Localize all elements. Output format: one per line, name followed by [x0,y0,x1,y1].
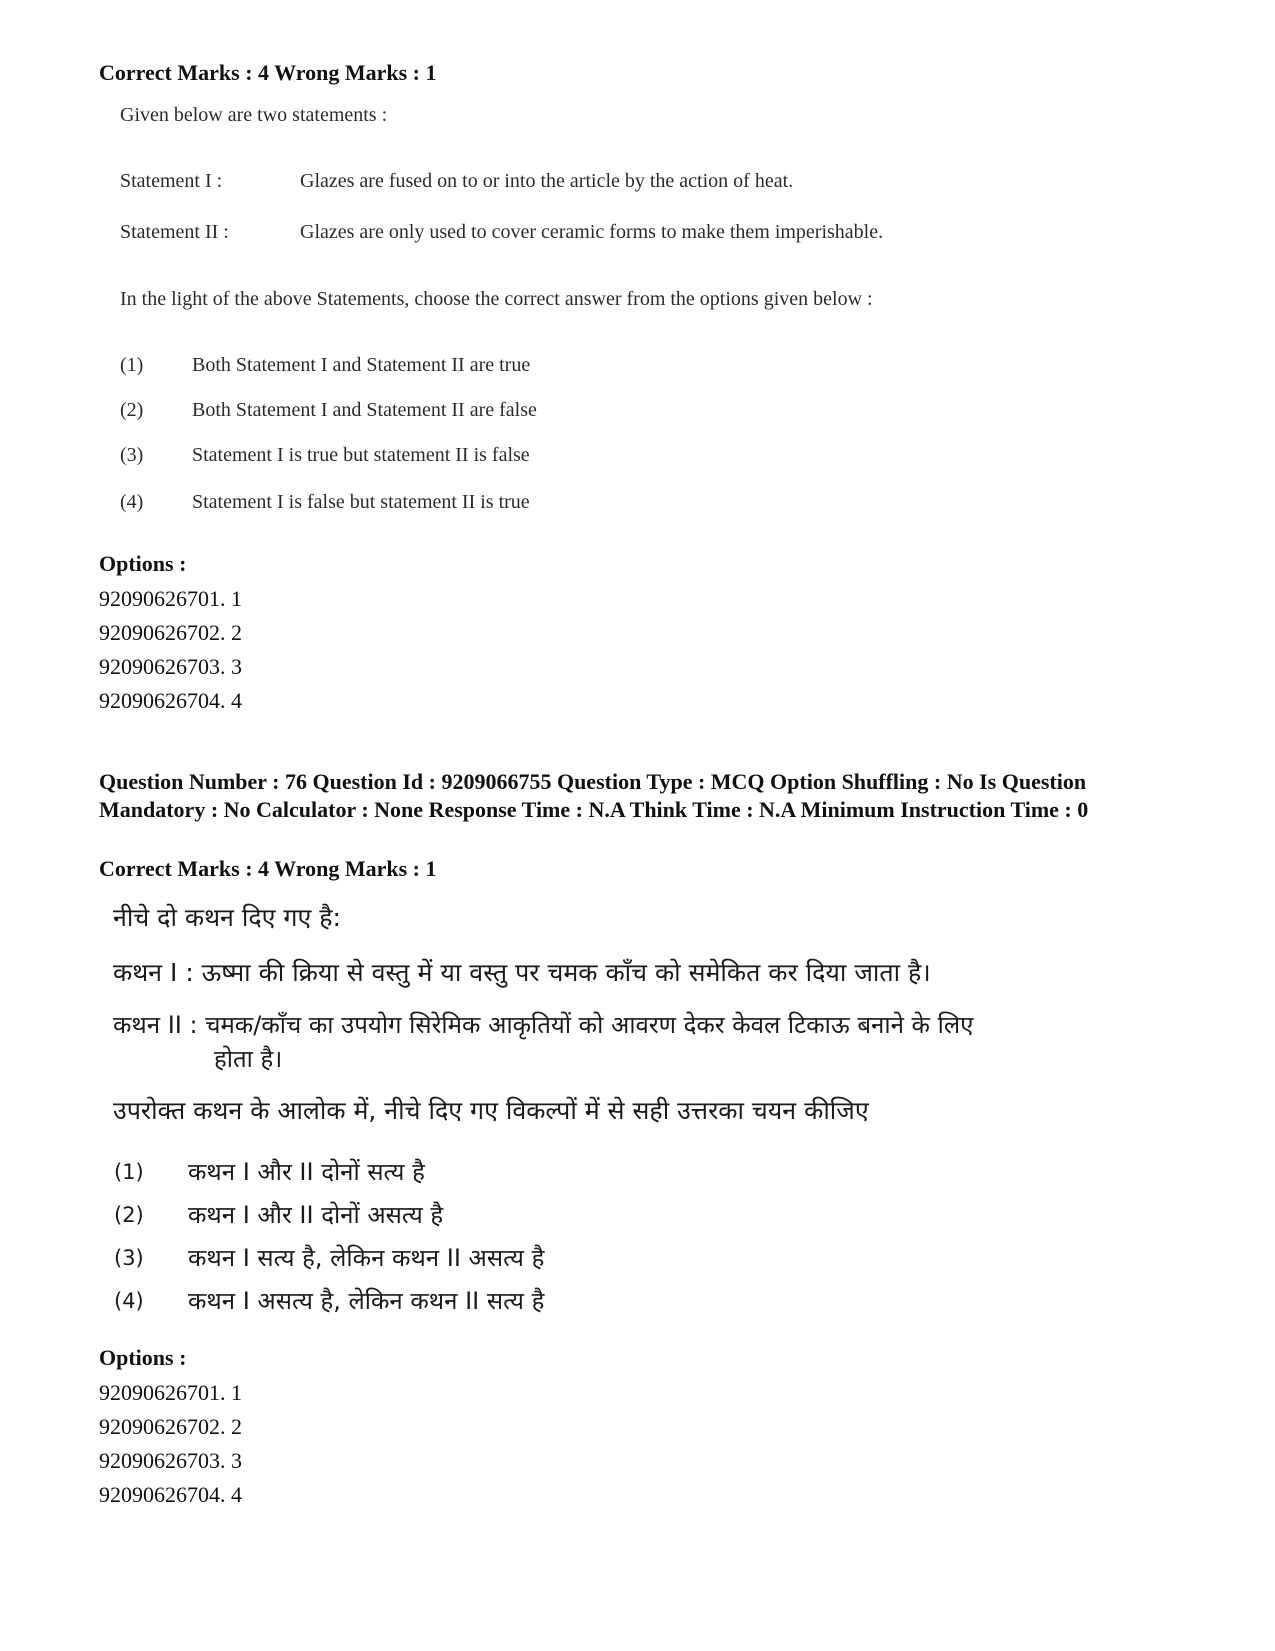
q76-choice-2-text: कथन I और II दोनों असत्य है [188,1201,444,1229]
q75-options-label: Options : [99,551,187,576]
q76-choice-3-number: (3) [114,1246,144,1270]
q76-choice-3-text: कथन I सत्य है, लेकिन कथन II असत्य है [188,1244,545,1272]
q75-choice-2-text: Both Statement I and Statement II are false [192,399,537,421]
q75-option-4: 92090626704. 4 [99,688,242,713]
q76-choice-1-text: कथन I और II दोनों सत्य है [188,1158,425,1186]
q75-option-3: 92090626703. 3 [99,654,242,679]
q75-option-1: 92090626701. 1 [99,586,242,611]
q75-choice-1-number: (1) [120,354,144,376]
q76-choice-1-number: (1) [114,1160,144,1184]
q75-instruction: In the light of the above Statements, choose the correct answer from the options given below : [120,288,873,310]
q75-choice-4-text: Statement I is false but statement II is true [192,491,530,513]
q76-statement-2-line-1: कथन II : चमक/काँच का उपयोग सिरेमिक आकृतियों को आवरण देकर केवल टिकाऊ बनाने के लिए [113,1011,974,1039]
q76-choice-4-text: कथन I असत्य है, लेकिन कथन II सत्य है [188,1287,545,1315]
q75-statement-2-label: Statement II : [120,221,229,243]
q75-statement-1-text: Glazes are fused on to or into the article by the action of heat. [300,170,794,192]
q75-choice-1-text: Both Statement I and Statement II are true [192,354,531,376]
q76-option-2: 92090626702. 2 [99,1414,242,1439]
q75-marks: Correct Marks : 4 Wrong Marks : 1 [99,60,437,85]
q76-header: Question Number : 76 Question Id : 9209066755 Question Type : MCQ Option Shuffling : No Is Question Mandatory : No Calculator : None Response Time : N.A Think Time : N.A Minimum Instruction Time : 0 [99,769,1089,822]
q76-option-4: 92090626704. 4 [99,1482,242,1507]
q76-choice-2-number: (2) [114,1203,144,1227]
q75-choice-3-number: (3) [120,444,144,466]
q76-option-1: 92090626701. 1 [99,1380,242,1405]
q75-statement-1-label: Statement I : [120,170,223,192]
q76-instruction: उपरोक्त कथन के आलोक में, नीचे दिए गए विकल्पों में से सही उत्तरका चयन कीजिए [113,1096,869,1125]
q75-intro: Given below are two statements : [120,104,388,126]
q76-statement-1: कथन I : ऊष्मा की क्रिया से वस्तु में या वस्तु पर चमक काँच को समेकित कर दिया जाता है। [113,958,931,987]
q76-choice-4-number: (4) [114,1289,144,1313]
q75-choice-2-number: (2) [120,399,144,421]
q75-choice-3-text: Statement I is true but statement II is false [192,444,530,466]
q75-choice-4-number: (4) [120,491,144,513]
q75-option-2: 92090626702. 2 [99,620,242,645]
q76-statement-2-line-2: होता है। [214,1045,283,1073]
q76-intro: नीचे दो कथन दिए गए है: [113,903,341,932]
q75-statement-2-text: Glazes are only used to cover ceramic forms to make them imperishable. [300,221,884,243]
q76-marks: Correct Marks : 4 Wrong Marks : 1 [99,856,437,881]
q76-option-3: 92090626703. 3 [99,1448,242,1473]
q76-options-label: Options : [99,1345,187,1370]
